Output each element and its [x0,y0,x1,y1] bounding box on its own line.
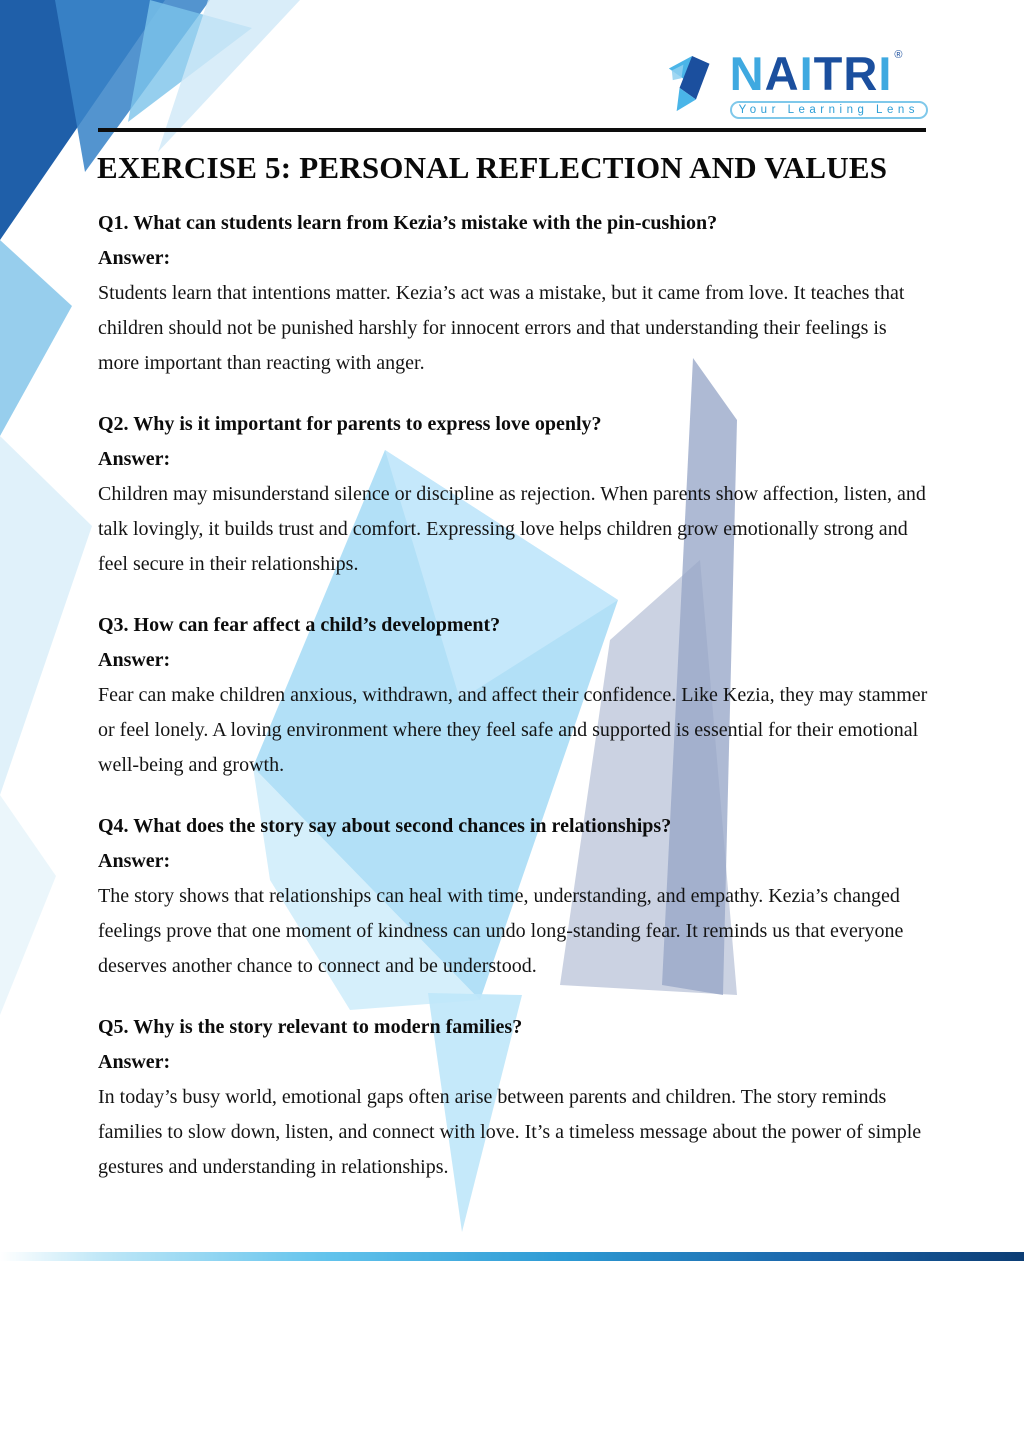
brand-letter: I [799,47,814,100]
qa-block-q4 [98,809,930,984]
header-divider-rule [98,128,926,132]
brand-letter: N [729,47,765,100]
answer-text: Fear can make children anxious, withdrawn, and affect their confidence. Like Kezia, they may stammer or feel lonely. A loving environment where they feel safe and supported is essential for their emotional well-being and growth. [98,684,928,776]
brand-tagline: Your Learning Lens [730,101,928,119]
question-heading: Q1. What can students learn from Kezia’s mistake with the pin-cushion? [98,212,718,234]
brand-name [729,47,903,100]
qa-block-q1 [98,206,930,381]
naitri-logo [666,47,928,119]
answer-label: Answer: [98,1051,171,1073]
answer-label: Answer: [98,850,171,872]
page-title: EXERCISE 5: PERSONAL REFLECTION AND VALUES [97,150,888,185]
answer-label: Answer: [98,649,171,671]
answer-text: Students learn that intentions matter. Kezia’s act was a mistake, but it came from love. It teaches that children should not be punished harshly for innocent errors and that understanding their feelings is more important than reacting with anger. [98,282,905,374]
registered-trademark-symbol: ® [894,49,903,61]
qa-block-q5 [98,1010,930,1185]
qa-block-q2 [98,407,930,582]
brand-letter: I [878,47,893,100]
qa-block-q3 [98,608,930,783]
question-answer-list [98,206,930,1211]
brand-letter: A [764,47,800,100]
answer-text: In today’s busy world, emotional gaps often arise between parents and children. The story reminds families to slow down, listen, and connect with love. It’s a timeless message about the power of simple gestures and understanding in relationships. [98,1086,922,1178]
answer-label: Answer: [98,448,171,470]
naitri-logo-icon [666,52,724,116]
question-heading: Q4. What does the story say about second chances in relationships? [98,815,672,837]
brand-letter: R [843,47,879,100]
question-heading: Q2. Why is it important for parents to express love openly? [98,413,602,435]
answer-text: Children may misunderstand silence or discipline as rejection. When parents show affection, listen, and talk lovingly, it builds trust and comfort. Expressing love helps children grow emotionally strong and feel secure in their relationships. [98,483,926,575]
answer-label: Answer: [98,247,171,269]
brand-letter: T [813,47,844,100]
question-heading: Q5. Why is the story relevant to modern families? [98,1016,523,1038]
question-heading: Q3. How can fear affect a child’s development? [98,614,501,636]
footer-gradient-bar [0,1252,1024,1261]
answer-text: The story shows that relationships can heal with time, understanding, and empathy. Kezia’s changed feelings prove that one moment of kindness can undo long-standing fear. It reminds us that everyone deserves another chance to connect and be understood. [98,885,904,977]
